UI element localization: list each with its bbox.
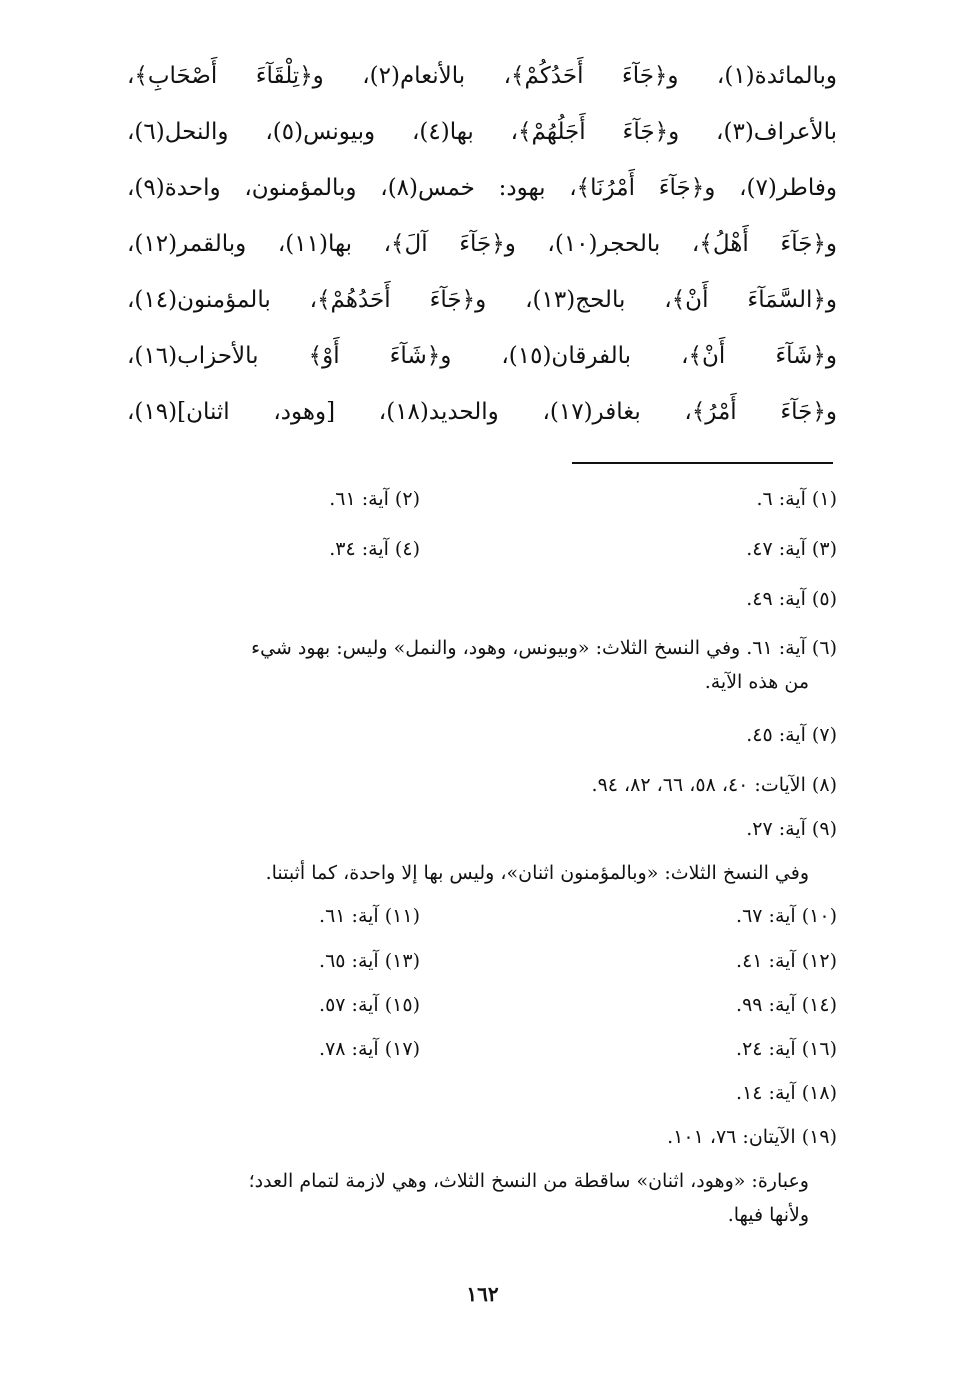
main-text-line: و﴿السَّمَآءَ أَنْ﴾، بالحج(١٣)، و﴿جَآءَ أَحَدُهُمْ﴾، بالمؤمنون(١٤)،	[127, 287, 837, 313]
footnote-18: (١٨) آية: ١٤.	[736, 1082, 837, 1104]
footnote-19-note-line-1: وعبارة: «وهود، اثنان» ساقطة من النسخ الثلاث، وهي لازمة لتمام العدد؛	[248, 1170, 809, 1192]
footnote-3: (٣) آية: ٤٧.	[746, 538, 837, 560]
footnote-6-line-1: (٦) آية: ٦١. وفي النسخ الثلاث: «وبيونس، وهود، والنمل» وليس: بهود شيء	[251, 637, 837, 659]
footnote-14: (١٤) آية: ٩٩.	[736, 994, 837, 1016]
footnote-2: (٢) آية: ٦١.	[329, 488, 420, 510]
footnote-1: (١) آية: ٦.	[756, 488, 837, 510]
footnote-8: (٨) الآيات: ٤٠، ٥٨، ٦٦، ٨٢، ٩٤.	[591, 774, 837, 796]
main-text-line: و﴿جَآءَ أَهْلُ﴾، بالحجر(١٠)، و﴿جَآءَ آلَ﴾، بها(١١)، وبالقمر(١٢)،	[127, 231, 837, 257]
footnote-7: (٧) آية: ٤٥.	[746, 724, 837, 746]
footnote-6	[117, 631, 837, 699]
footnote-9-note: وفي النسخ الثلاث: «وبالمؤمنون اثنان»، وليس بها إلا واحدة، كما أثبتنا.	[265, 862, 809, 884]
main-text-line: بالأعراف(٣)، و﴿جَآءَ أَجَلُهُمْ﴾، بها(٤)، وبيونس(٥)، والنحل(٦)،	[127, 119, 837, 145]
footnote-16: (١٦) آية: ٢٤.	[736, 1038, 837, 1060]
main-text-line: و﴿شَآءَ أَنْ﴾، بالفرقان(١٥)، و﴿شَآءَ أَوْ﴾ بالأحزاب(١٦)،	[127, 343, 837, 369]
footnote-5: (٥) آية: ٤٩.	[746, 588, 837, 610]
footnote-19-note-line-2: ولأنها فيها.	[727, 1204, 809, 1226]
main-text-line: وبالمائدة(١)، و﴿جَآءَ أَحَدُكُمْ﴾، بالأنعام(٢)، و﴿تِلْقَآءَ أَصْحَابِ﴾،	[127, 63, 837, 89]
footnote-separator-rule	[572, 462, 833, 464]
footnote-19: (١٩) الآيتان: ٧٦، ١٠١.	[667, 1126, 837, 1148]
footnote-12: (١٢) آية: ٤١.	[736, 950, 837, 972]
footnote-15: (١٥) آية: ٥٧.	[319, 994, 420, 1016]
footnote-13: (١٣) آية: ٦٥.	[319, 950, 420, 972]
footnote-17: (١٧) آية: ٧٨.	[319, 1038, 420, 1060]
footnote-11: (١١) آية: ٦١.	[319, 905, 420, 927]
footnote-6-line-2: من هذه الآية.	[704, 671, 809, 693]
footnote-19-note	[127, 1164, 837, 1232]
footnote-9: (٩) آية: ٢٧.	[746, 818, 837, 840]
footnote-4: (٤) آية: ٣٤.	[329, 538, 420, 560]
main-text-line: و﴿جَآءَ أَمْرُ﴾، بغافر(١٧)، والحديد(١٨)، [وهود، اثنان](١٩)،	[127, 399, 837, 425]
footnote-10: (١٠) آية: ٦٧.	[736, 905, 837, 927]
main-text-line: وفاطر(٧)، و﴿جَآءَ أَمْرُنَا﴾، بهود: خمس(٨)، وبالمؤمنون، واحدة(٩)،	[127, 175, 837, 201]
main-text-block	[127, 48, 837, 440]
page-number: ١٦٢	[466, 1282, 499, 1306]
